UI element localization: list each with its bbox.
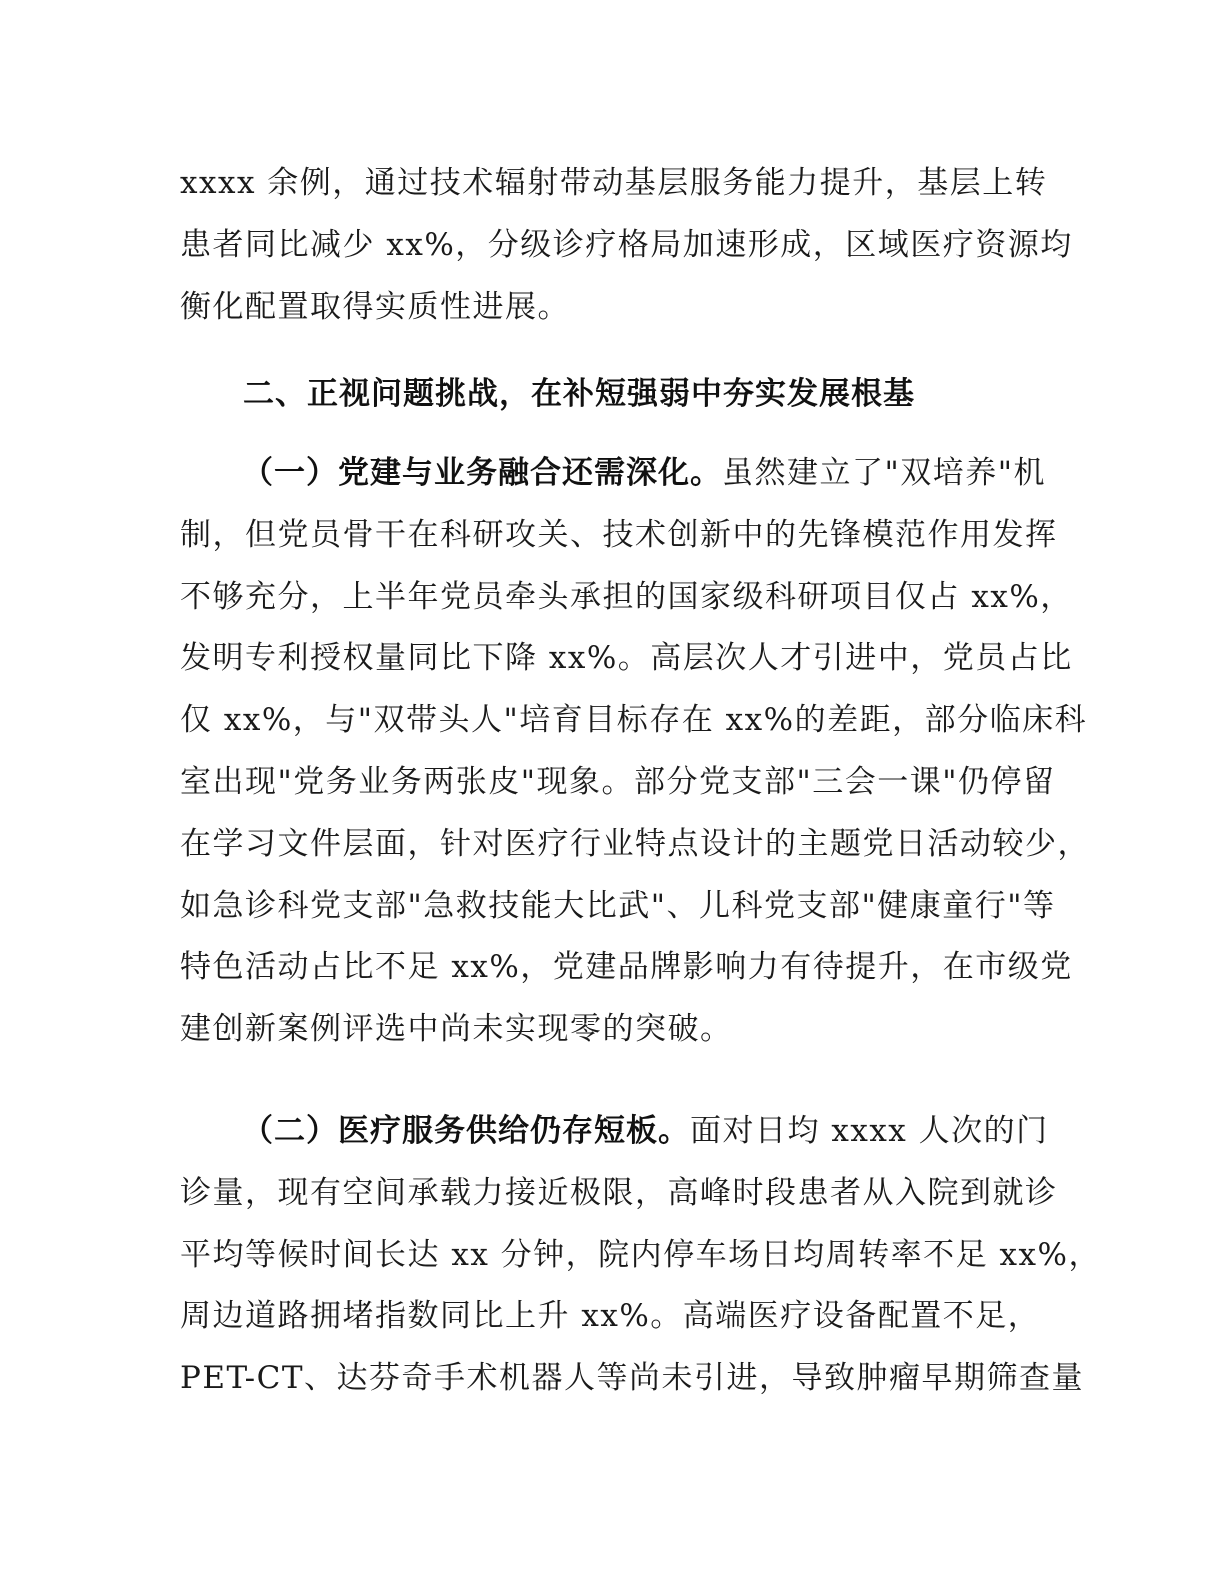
paragraph-line: 不够充分，上半年党员牵头承担的国家级科研项目仅占 xx%， bbox=[180, 578, 1073, 615]
paragraph-line: 患者同比减少 xx%，分级诊疗格局加速形成，区域医疗资源均 bbox=[180, 226, 1073, 263]
paragraph-line: 平均等候时间长达 xx 分钟，院内停车场日均周转率不足 xx%， bbox=[180, 1236, 1101, 1273]
paragraph-line: 建创新案例评选中尚未实现零的突破。 bbox=[180, 1011, 733, 1048]
paragraph-line: 制，但党员骨干在科研攻关、技术创新中的先锋模范作用发挥 bbox=[180, 516, 1058, 553]
subsection-medical-service bbox=[180, 1101, 1101, 1410]
subsection-title: （二）医疗服务供给仍存短板。 bbox=[242, 1113, 690, 1149]
paragraph-line: 室出现"党务业务两张皮"现象。部分党支部"三会一课"仍停留 bbox=[180, 763, 1056, 800]
paragraph-line: 衡化配置取得实质性进展。 bbox=[180, 288, 570, 325]
paragraph-line: 周边道路拥堵指数同比上升 xx%。高端医疗设备配置不足， bbox=[180, 1298, 1041, 1335]
paragraph-line: PET-CT、达芬奇手术机器人等尚未引进，导致肿瘤早期筛查量 bbox=[180, 1360, 1085, 1397]
paragraph-line: xxxx 余例，通过技术辐射带动基层服务能力提升，基层上转 bbox=[180, 165, 1048, 201]
paragraph-text: 虽然建立了"双培养"机 bbox=[722, 455, 1047, 491]
subsection-title: （一）党建与业务融合还需深化。 bbox=[242, 455, 722, 491]
paragraph-first-line bbox=[180, 443, 1060, 505]
paragraph-line: 如急诊科党支部"急救技能大比武"、儿科党支部"健康童行"等 bbox=[180, 887, 1056, 924]
subsection-party-building bbox=[180, 443, 1090, 1061]
paragraph-first-line bbox=[180, 1101, 1060, 1163]
paragraph-line: 仅 xx%，与"双带头人"培育目标存在 xx%的差距，部分临床科 bbox=[180, 702, 1088, 739]
paragraph-line: 特色活动占比不足 xx%，党建品牌影响力有待提升，在市级党 bbox=[180, 949, 1073, 986]
paragraph-line: 发明专利授权量同比下降 xx%。高层次人才引进中，党员占比 bbox=[180, 640, 1073, 677]
paragraph-line: 诊量，现有空间承载力接近极限，高峰时段患者从入院到就诊 bbox=[180, 1174, 1058, 1211]
section-heading: 二、正视问题挑战，在补短强弱中夯实发展根基 bbox=[243, 376, 915, 412]
paragraph-continuation bbox=[180, 153, 1073, 338]
paragraph-text: 面对日均 xxxx 人次的门 bbox=[690, 1113, 1049, 1149]
paragraph-line: 在学习文件层面，针对医疗行业特点设计的主题党日活动较少， bbox=[180, 825, 1090, 862]
